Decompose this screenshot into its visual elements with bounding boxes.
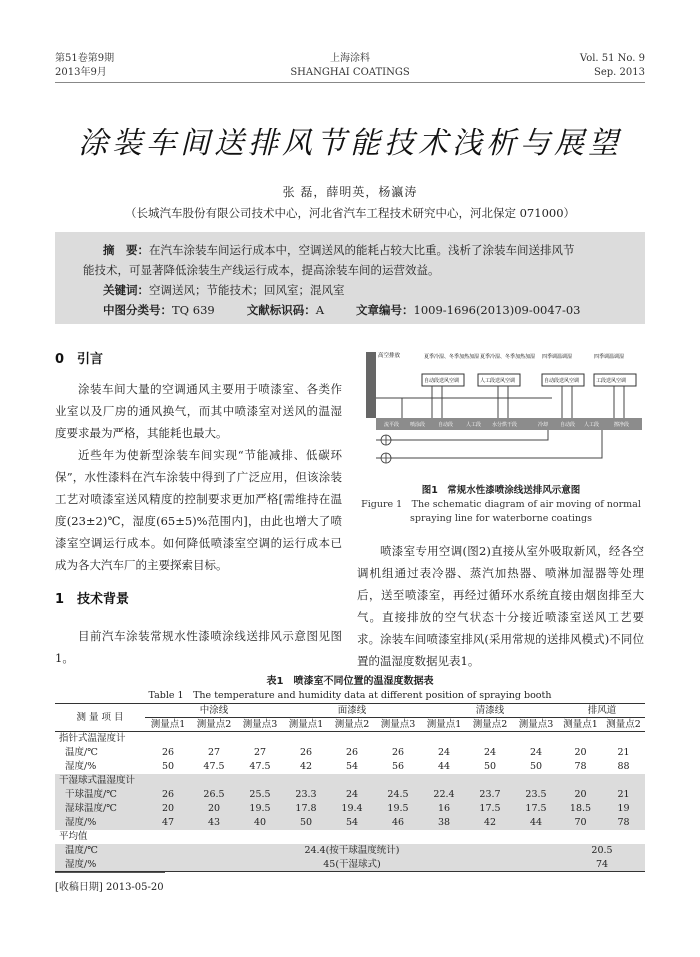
- row-label: 湿球温度/℃: [55, 802, 145, 816]
- label-season-4: 四季调温调湿: [594, 354, 625, 360]
- table-cell: 50: [283, 816, 329, 830]
- paper-authors: 张 磊，薛明英，杨瀛涛: [282, 185, 418, 199]
- header-divider: [55, 82, 645, 83]
- avg-temp-lines: 24.4(按干球温度统计): [145, 844, 559, 858]
- table-cell: 38: [421, 816, 467, 830]
- point-header: 测量点2: [329, 718, 375, 732]
- table-row: [55, 760, 645, 774]
- footnote-divider: [55, 872, 165, 873]
- keywords-label: 关键词：: [103, 283, 149, 297]
- table-cell: 20: [559, 788, 602, 802]
- clc-label: 中图分类号：: [103, 303, 172, 317]
- group-header-clearcoat: 清漆线: [421, 704, 559, 718]
- table-cell: 47: [145, 816, 191, 830]
- section-0-heading: 0 引言: [55, 352, 104, 367]
- journal-name-zh: 上海涂料: [330, 53, 370, 64]
- point-header: 测量点2: [467, 718, 513, 732]
- table-row: [55, 816, 645, 830]
- keywords-text: 空调送风；节能技术；回风室；混风室: [149, 283, 345, 297]
- table-cell: 26: [391, 747, 405, 758]
- row-label: 湿度/%: [55, 858, 145, 872]
- figure-caption-en-2: spraying line for waterborne coatings: [410, 513, 592, 524]
- exhaust-stack: [366, 352, 376, 418]
- label-season-1: 夏季冷湿、冬季加热加湿: [424, 354, 480, 360]
- classification-line: [83, 300, 617, 320]
- abstract-line-2: [83, 260, 617, 280]
- table-cell: 47.5: [203, 761, 225, 772]
- section-1-heading: 1 技术背景: [55, 592, 130, 607]
- table-cell: 26: [161, 747, 175, 758]
- point-header: 测量点3: [375, 718, 421, 732]
- table-cell: 56: [391, 761, 405, 772]
- table-cell: 50: [161, 761, 175, 772]
- table-cell: 19: [602, 802, 645, 816]
- paper-title: 涂装车间送排风节能技术浅析与展望: [78, 126, 622, 161]
- table-1-title-en: Table 1 The temperature and humidity data at different position of spraying booth: [148, 690, 552, 701]
- table-cell: 18.5: [559, 802, 602, 816]
- volume-issue-en: Vol. 51 No. 9: [579, 53, 645, 64]
- table-cell: 24: [529, 747, 543, 758]
- doc-code-label: 文献标识码：: [246, 303, 316, 317]
- ahu-auto-1-label: 自动段送风空调: [424, 378, 460, 384]
- point-header: 测量点1: [421, 718, 467, 732]
- article-number-label: 文章编号：: [356, 303, 414, 317]
- volume-issue: 第51卷第9期: [55, 53, 115, 64]
- issue-date-zh: 2013年9月: [55, 67, 107, 78]
- section-label-psychrometer: 干湿球式温湿度计: [55, 774, 645, 788]
- table-cell: 17.5: [467, 802, 513, 816]
- ahu-section-label: 工段送风空调: [596, 378, 627, 384]
- figure-1-schematic: [362, 348, 645, 476]
- table-cell: 23.7: [467, 788, 513, 802]
- table-cell: 25.5: [237, 788, 283, 802]
- table-cell: 20: [574, 747, 587, 758]
- table-cell: 54: [329, 816, 375, 830]
- abstract-line-1: [83, 240, 617, 260]
- label-season-2: 夏季冷湿、冬季加热加湿: [480, 354, 536, 360]
- strip-seg-5: 冷却: [538, 422, 549, 428]
- paper-affiliation: （长城汽车股份有限公司技术中心，河北省汽车工程技术研究中心，河北保定 071000）: [124, 206, 576, 220]
- table-row: [55, 844, 645, 858]
- table-cell: 27: [253, 747, 267, 758]
- right-column-paragraph: 喷漆室专用空调(图2)直接从室外吸取新风，经各空调机组通过表冷器、蒸汽加热器、喷淋加湿器等处理后，送至喷漆室，再经过循环水系统直接由烟囱排至大气。直接排放的空气状态十分接近喷漆室送风工艺要求。涂装车间喷漆室排风(采用常规的送排风模式)不同位置的温湿度数据见表1。: [357, 544, 644, 668]
- strip-seg-3: 人工段: [466, 422, 482, 428]
- figure-caption-zh: 图1 常规水性漆喷涂线送排风示意图: [421, 485, 581, 496]
- table-cell: 26.5: [191, 788, 237, 802]
- table-cell: 20: [191, 802, 237, 816]
- table-cell: 17.5: [513, 802, 559, 816]
- strip-seg-1: 喷涂段: [410, 422, 426, 428]
- table-cell: 26: [345, 747, 359, 758]
- ahu-auto-2-label: 自动段送风空调: [544, 378, 580, 384]
- avg-temp-exhaust: 20.5: [559, 844, 645, 858]
- table-cell: 44: [513, 816, 559, 830]
- strip-seg-2: 自动段: [438, 422, 454, 428]
- section-label-average: 平均值: [59, 831, 88, 842]
- table-cell: 23.3: [283, 788, 329, 802]
- point-header: 测量点1: [145, 718, 191, 732]
- journal-name-en: SHANGHAI COATINGS: [290, 67, 410, 78]
- col-header-item: 测 量 项 目: [55, 704, 145, 732]
- doc-code-value: A: [315, 303, 325, 317]
- table-section-row: [55, 732, 645, 746]
- row-label: 湿度/%: [65, 761, 97, 772]
- table-section-row: [55, 774, 645, 788]
- table-cell: 26: [299, 747, 313, 758]
- point-header: 测量点1: [559, 718, 602, 732]
- received-date: [收稿日期] 2013-05-20: [55, 882, 164, 893]
- section-0-paragraph-2: 近些年为使新型涂装车间实现“节能减排、低碳环保”，水性漆料在汽车涂装中得到了广泛应用，但该涂装工艺对喷漆室送风精度的控制要求更加严格[需维持在温度(23±2)℃，湿度(65±5)%范围内]，由此也增大了喷漆室空调运行成本。如何降低喷漆室空调的运行成本已成为各大汽车厂的主要探索目标。: [55, 448, 342, 572]
- strip-seg-7: 人工段: [584, 422, 600, 428]
- table-cell: 42: [467, 816, 513, 830]
- group-header-primer: 中涂线: [145, 704, 283, 718]
- table-cell: 24: [437, 747, 451, 758]
- table-cell: 78: [574, 761, 587, 772]
- table-section-row: [55, 830, 645, 844]
- table-cell: 50: [529, 761, 543, 772]
- table-cell: 26: [145, 788, 191, 802]
- strip-seg-0: 流平段: [384, 422, 400, 428]
- abstract-box: [55, 232, 645, 324]
- keywords-line: [83, 280, 617, 300]
- group-header-exhaust: 排风道: [559, 704, 645, 718]
- table-row: [55, 788, 645, 802]
- booth-sections: [384, 421, 629, 428]
- issue-date-en: Sep. 2013: [594, 67, 645, 78]
- table-cell: 17.8: [283, 802, 329, 816]
- strip-seg-8: 擦净段: [614, 422, 630, 428]
- figure-1-caption: [357, 484, 645, 526]
- section-0-paragraph-1: 涂装车间大量的空调通风主要用于喷漆室、各类作业室以及厂房的通风换气，而其中喷漆室对送风的温湿度要求最为严格，其能耗也最大。: [55, 382, 342, 440]
- table-cell: 19.5: [375, 802, 421, 816]
- table-cell: 40: [237, 816, 283, 830]
- table-cell: 19.5: [237, 802, 283, 816]
- article-number-value: 1009-1696(2013)09-0047-03: [413, 303, 581, 317]
- table-cell: 24.5: [375, 788, 421, 802]
- table-cell: 21: [602, 788, 645, 802]
- table-cell: 70: [559, 816, 602, 830]
- ahu-manual-label: 人工段送风空调: [480, 378, 516, 384]
- table-cell: 88: [617, 761, 630, 772]
- strip-seg-4: 水分烘干段: [492, 422, 518, 428]
- figure-caption-en-1: Figure 1 The schematic diagram of air moving of normal: [361, 499, 641, 510]
- point-header: 测量点1: [283, 718, 329, 732]
- table-1-title: 表1 喷漆室不同位置的温湿度数据表: [266, 676, 434, 687]
- strip-seg-6: 自动段: [560, 422, 576, 428]
- table-cell: 42: [299, 761, 313, 772]
- section-label-dial: 指针式温湿度计: [59, 733, 126, 745]
- table-cell: 24: [329, 788, 375, 802]
- table-cell: 19.4: [329, 802, 375, 816]
- table-cell: 47.5: [249, 761, 271, 772]
- row-label: 湿度/%: [55, 816, 145, 830]
- table-1: [55, 703, 645, 872]
- figure-background: [362, 348, 645, 476]
- avg-hum-lines: 45(干湿球式): [145, 858, 559, 872]
- table-row: [55, 858, 645, 872]
- table-cell: 16: [421, 802, 467, 816]
- abstract-label: 摘 要：: [103, 243, 149, 257]
- abstract-text-2: 能技术，可显著降低涂装生产线运行成本，提高涂装车间的运营效益。: [83, 263, 440, 277]
- table-cell: 44: [437, 761, 451, 772]
- clc-value: TQ 639: [172, 303, 215, 317]
- table-cell: 22.4: [421, 788, 467, 802]
- table-cell: 24: [483, 747, 497, 758]
- table-cell: 50: [483, 761, 497, 772]
- abstract-text-1: 在汽车涂装车间运行成本中，空调送风的能耗占较大比重。浅析了涂装车间送排风节: [149, 243, 575, 257]
- row-label: 干球温度/℃: [55, 788, 145, 802]
- table-cell: 43: [191, 816, 237, 830]
- avg-hum-exhaust: 74: [559, 858, 645, 872]
- point-header: 测量点2: [191, 718, 237, 732]
- point-header: 测量点3: [513, 718, 559, 732]
- table-cell: 27: [207, 747, 221, 758]
- table-cell: 46: [375, 816, 421, 830]
- table-cell: 21: [617, 747, 630, 758]
- row-label: 温度/℃: [55, 844, 145, 858]
- label-exhaust: 高空排放: [378, 353, 401, 359]
- point-header: 测量点3: [237, 718, 283, 732]
- journal-vol-header-en: [580, 52, 645, 80]
- table-cell: 78: [602, 816, 645, 830]
- row-label: 温度/℃: [65, 747, 98, 758]
- table-row: [55, 746, 645, 760]
- table-cell: 20: [145, 802, 191, 816]
- label-season-3: 四季调温调湿: [542, 354, 573, 360]
- point-header: 测量点2: [602, 718, 645, 732]
- table-row: [55, 802, 645, 816]
- section-1-paragraph-1: 目前汽车涂装常规水性漆喷涂线送排风示意图见图1。: [55, 629, 342, 665]
- table-cell: 54: [345, 761, 359, 772]
- group-header-topcoat: 面漆线: [283, 704, 421, 718]
- table-cell: 23.5: [513, 788, 559, 802]
